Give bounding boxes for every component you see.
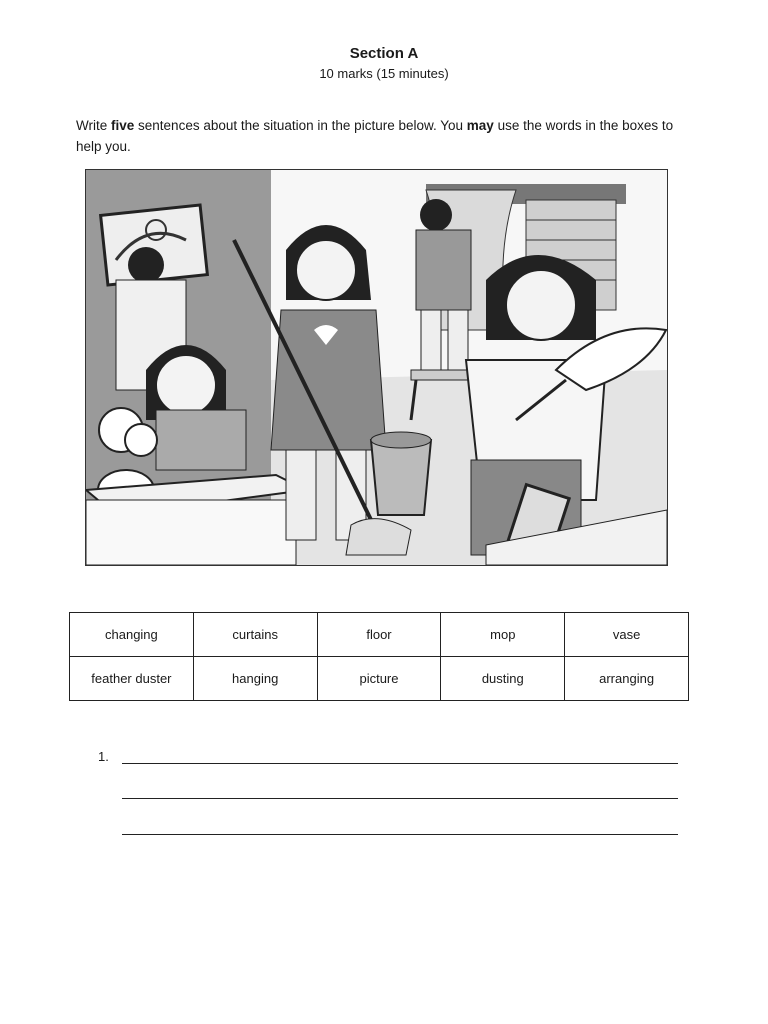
word-cell: arranging bbox=[565, 657, 689, 701]
scene-svg bbox=[86, 170, 667, 565]
word-row bbox=[70, 613, 689, 657]
answer-line[interactable] bbox=[122, 798, 678, 799]
instructions-bold-may: may bbox=[466, 118, 494, 133]
instructions-text-1: Write bbox=[76, 118, 112, 133]
marks-subtitle: 10 marks (15 minutes) bbox=[319, 66, 449, 81]
word-cell: feather duster bbox=[70, 657, 194, 701]
instructions-text-2: sentences about the situation in the picture below. You bbox=[134, 118, 467, 133]
instructions bbox=[76, 115, 676, 157]
answer-number: 1. bbox=[98, 749, 109, 764]
section-title: Section A bbox=[349, 45, 419, 62]
word-cell: hanging bbox=[193, 657, 317, 701]
instructions-bold-five: five bbox=[111, 118, 135, 133]
instructions-text-3: use the words in the boxes to help you. bbox=[76, 118, 674, 154]
word-cell: mop bbox=[441, 613, 565, 657]
word-row bbox=[70, 657, 689, 701]
word-cell: dusting bbox=[441, 657, 565, 701]
word-cell: picture bbox=[317, 657, 441, 701]
word-cell: curtains bbox=[193, 613, 317, 657]
word-cell: floor bbox=[317, 613, 441, 657]
word-cell: changing bbox=[70, 613, 194, 657]
answer-line[interactable] bbox=[122, 834, 678, 835]
word-box-table bbox=[69, 612, 689, 701]
word-cell: vase bbox=[565, 613, 689, 657]
cleaning-scene-illustration bbox=[85, 169, 668, 566]
bucket-icon bbox=[371, 432, 431, 515]
answer-line[interactable] bbox=[122, 763, 678, 764]
